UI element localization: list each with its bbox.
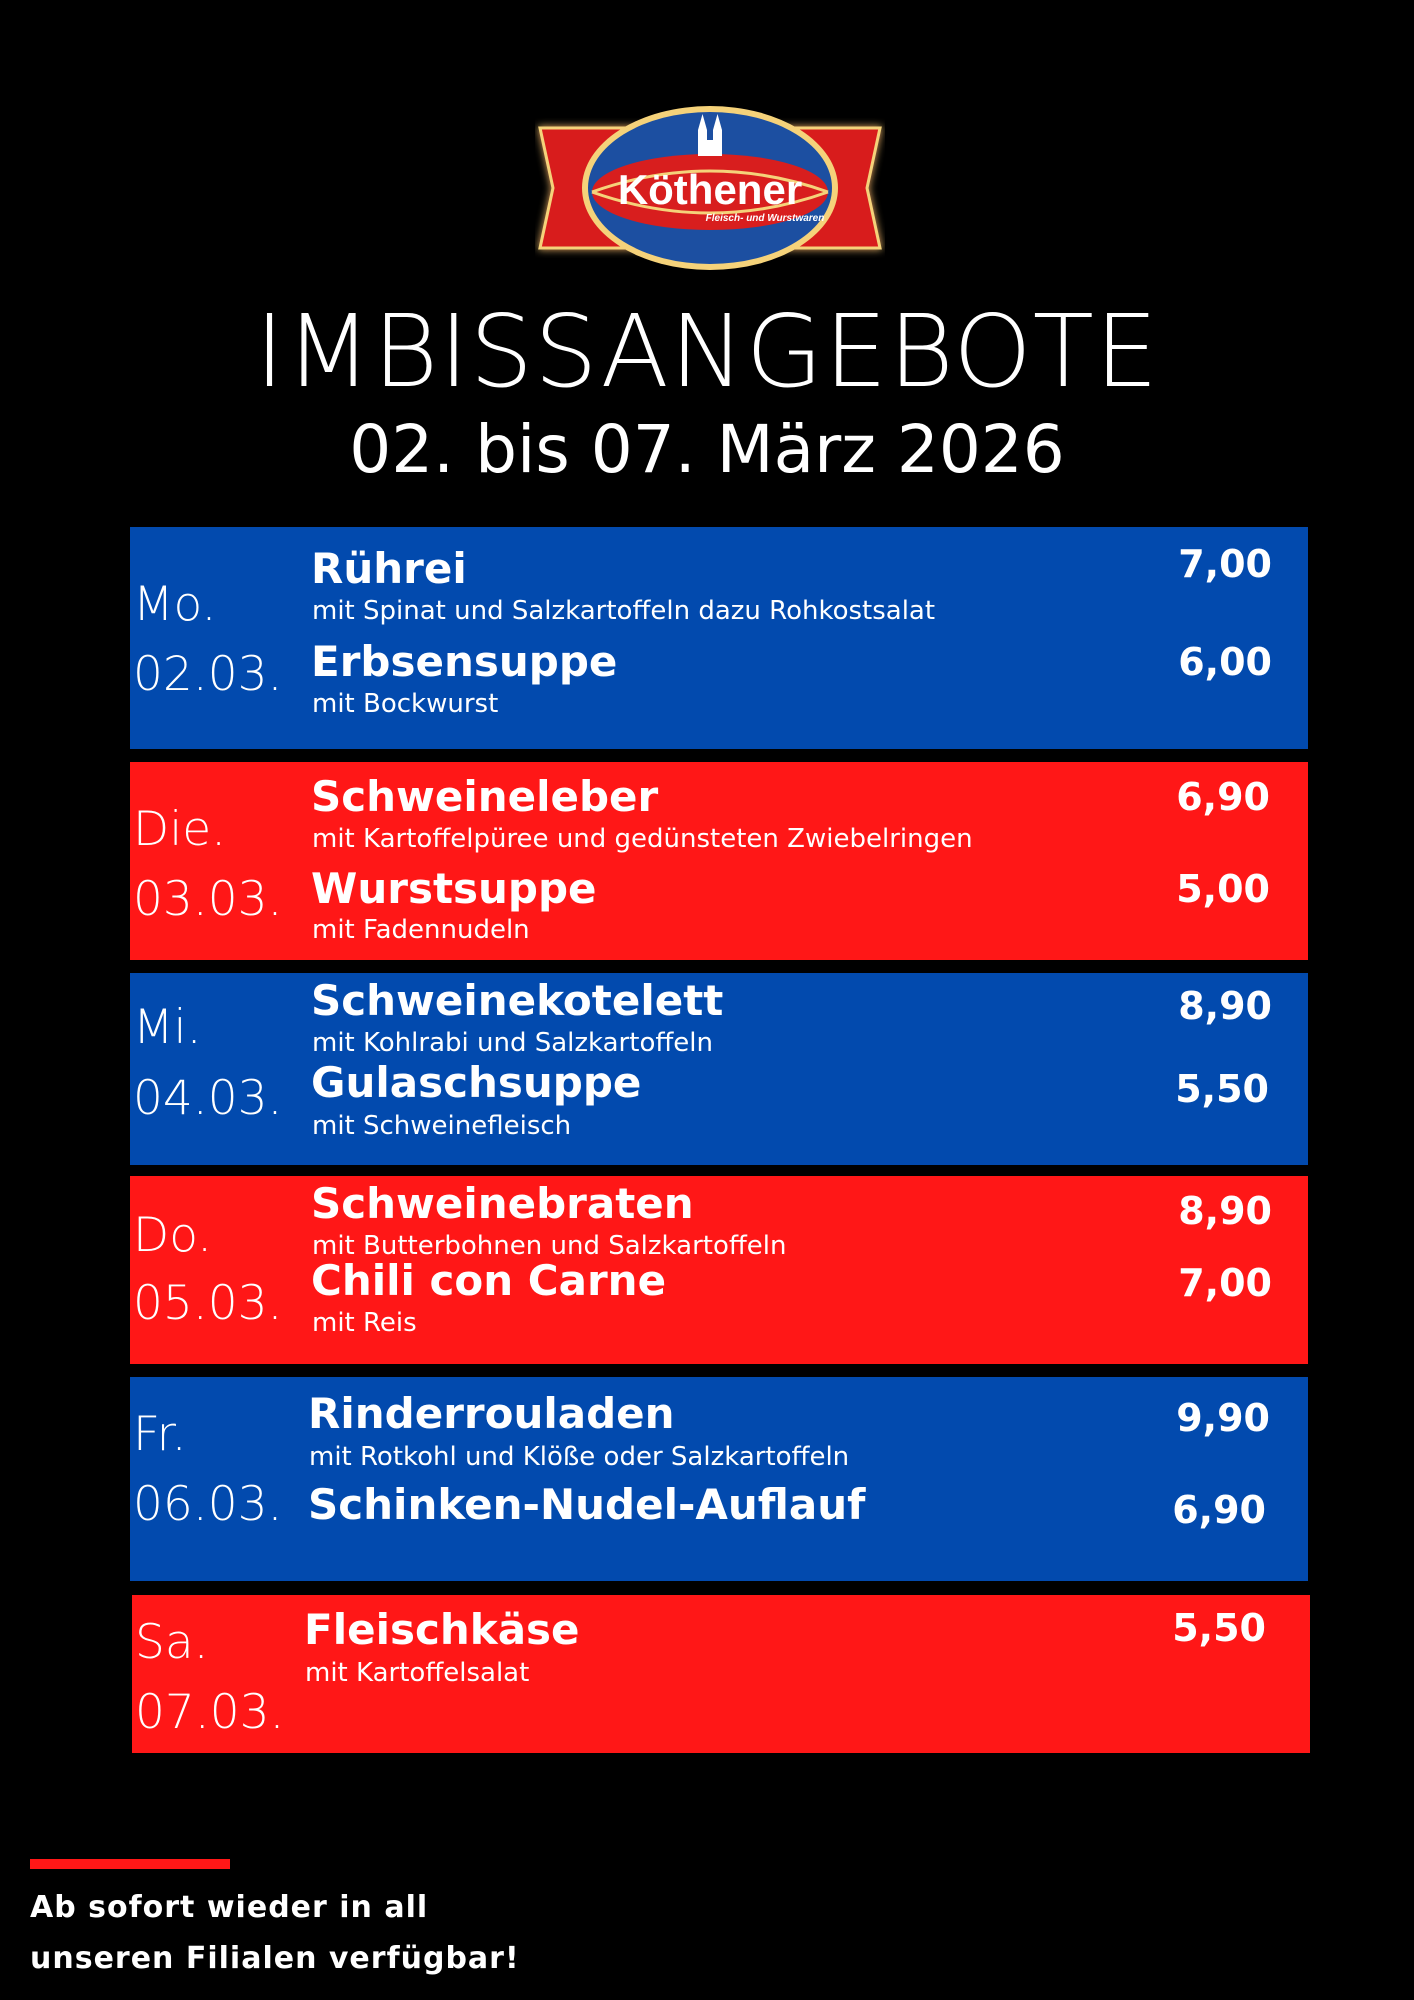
day-row-thursday (130, 1176, 1308, 1364)
dish-price: 7,00 (1178, 542, 1272, 586)
dish-name: Fleischkäse (304, 1605, 580, 1654)
dish-price: 6,90 (1176, 775, 1270, 819)
day-row-friday (130, 1377, 1308, 1581)
dish-price: 5,00 (1176, 867, 1270, 911)
dish-description: mit Bockwurst (312, 689, 499, 719)
day-row-saturday (132, 1595, 1310, 1753)
day-date: 02.03. (133, 647, 283, 702)
dish-name: Schweineleber (311, 772, 659, 821)
footer-text-line2: unseren Filialen verfügbar! (30, 1941, 520, 1976)
day-date: 06.03. (133, 1477, 283, 1532)
dish-price: 6,00 (1178, 640, 1272, 684)
day-row-wednesday (130, 973, 1308, 1165)
day-date: 03.03. (133, 872, 283, 927)
dish-name: Schweinekotelett (311, 976, 724, 1025)
day-label: Fr. (133, 1407, 187, 1462)
day-label: Sa. (135, 1615, 209, 1670)
day-label: Die. (133, 802, 227, 857)
day-label: Mo. (133, 577, 217, 632)
dish-name: Wurstsuppe (311, 864, 597, 913)
dish-name: Schweinebraten (311, 1179, 694, 1228)
day-row-monday (130, 527, 1308, 749)
dish-price: 5,50 (1172, 1606, 1266, 1650)
dish-price: 7,00 (1178, 1261, 1272, 1305)
dish-name: Schinken-Nudel-Auflauf (308, 1480, 866, 1529)
page-title: IMBISSANGEBOTE (254, 293, 1160, 410)
dish-description: mit Kohlrabi und Salzkartoffeln (312, 1028, 713, 1058)
dish-name: Chili con Carne (311, 1256, 667, 1305)
dish-description: mit Reis (312, 1308, 417, 1338)
koethener-logo (535, 100, 885, 275)
dish-price: 8,90 (1178, 984, 1272, 1028)
footer-divider (30, 1859, 230, 1869)
dish-description: mit Kartoffelpüree und gedünsteten Zwiebelringen (312, 824, 973, 854)
dish-description: mit Rotkohl und Klöße oder Salzkartoffeln (309, 1442, 850, 1472)
day-label: Mi. (133, 1000, 202, 1055)
dish-name: Gulaschsuppe (311, 1058, 642, 1107)
dish-price: 5,50 (1175, 1067, 1269, 1111)
dish-description: mit Spinat und Salzkartoffeln dazu Rohkostsalat (312, 596, 936, 626)
svg-text:Köthener: Köthener (617, 166, 803, 213)
dish-name: Rührei (311, 544, 467, 593)
day-label: Do. (133, 1208, 213, 1263)
dish-description: mit Kartoffelsalat (305, 1658, 530, 1688)
dish-description: mit Fadennudeln (312, 915, 530, 945)
footer-text-line1: Ab sofort wieder in all (30, 1890, 429, 1925)
date-range: 02. bis 07. März 2026 (349, 411, 1065, 488)
day-row-tuesday (130, 762, 1308, 960)
dish-price: 6,90 (1172, 1488, 1266, 1532)
logo-graphic (535, 100, 885, 275)
day-date: 04.03. (133, 1071, 283, 1126)
day-date: 05.03. (133, 1276, 283, 1331)
dish-description: mit Schweinefleisch (312, 1111, 572, 1141)
dish-price: 9,90 (1176, 1396, 1270, 1440)
dish-price: 8,90 (1178, 1189, 1272, 1233)
dish-name: Erbsensuppe (311, 637, 618, 686)
svg-text:Fleisch- und Wurstwaren: Fleisch- und Wurstwaren (705, 213, 825, 224)
day-date: 07.03. (135, 1685, 285, 1740)
dish-name: Rinderrouladen (308, 1389, 675, 1438)
dish-description: mit Butterbohnen und Salzkartoffeln (312, 1231, 787, 1261)
